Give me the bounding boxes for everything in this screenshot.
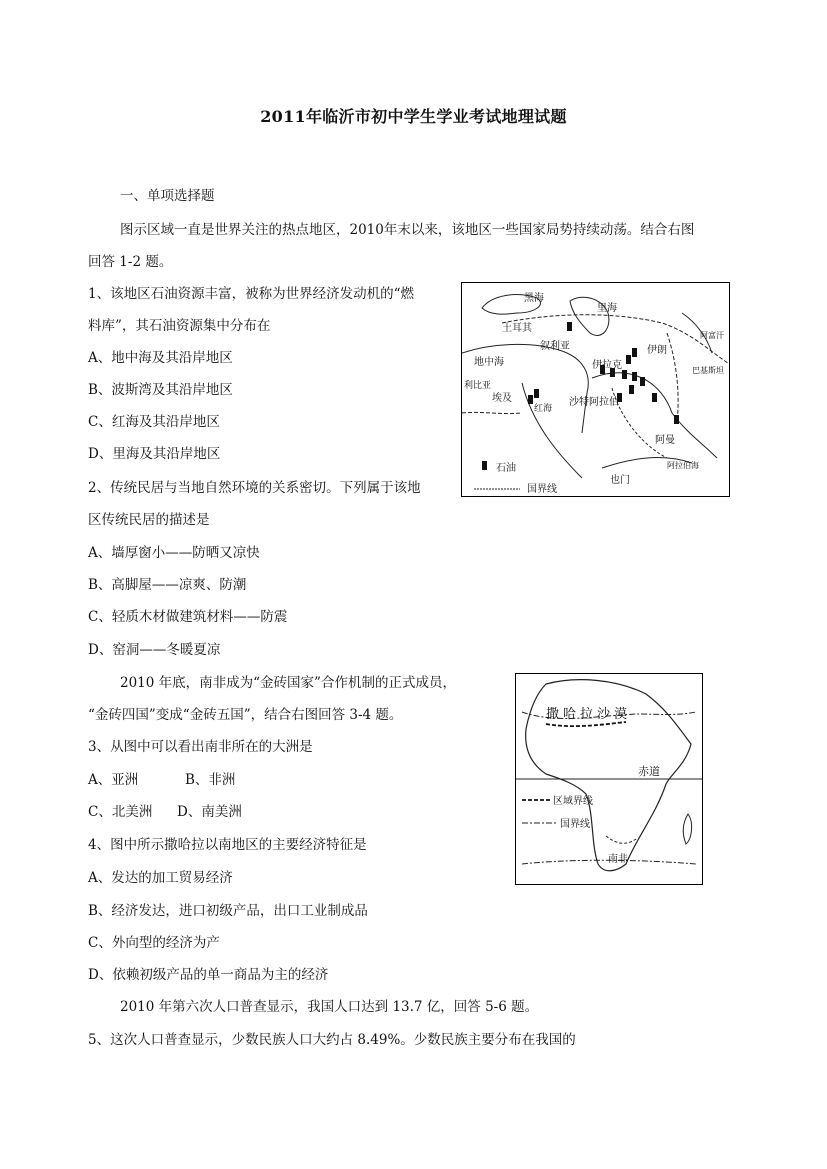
- map1-label-caspian: 里海: [597, 303, 617, 314]
- map1-label-oman: 阿曼: [655, 435, 675, 446]
- q4-stem: 4、图中所示撒哈拉以南地区的主要经济特征是: [88, 837, 367, 853]
- q3-option-b[interactable]: B、非洲: [185, 772, 236, 788]
- map1-label-syria: 叙利亚: [540, 341, 570, 352]
- africa-map: [515, 673, 703, 885]
- q5-stem: 5、这次人口普查显示，少数民族人口大约占 8.49%。少数民族主要分布在我国的: [88, 1032, 576, 1048]
- q4-option-a[interactable]: A、发达的加工贸易经济: [88, 870, 233, 886]
- map1-label-pakistan: 巴基斯坦: [692, 366, 724, 375]
- q4-option-c[interactable]: C、外向型的经济为产: [88, 935, 220, 951]
- intro-1-2-line1: 图示区域一直是世界关注的热点地区，2010年末以来，该地区一些国家局势持续动荡。结合右图: [120, 222, 695, 238]
- map1-label-iran: 伊朗: [647, 345, 667, 356]
- map1-label-arabian-sea: 阿拉伯海: [667, 461, 699, 470]
- q3-option-c[interactable]: C、北美洲: [88, 804, 153, 820]
- q1-option-d[interactable]: D、里海及其沿岸地区: [88, 446, 221, 462]
- q2-option-c[interactable]: C、轻质木材做建筑材料——防震: [88, 609, 288, 625]
- map2-legend-border: 国界线: [560, 819, 590, 830]
- map1-label-libya: 利比亚: [464, 381, 492, 391]
- q2-option-d[interactable]: D、窑洞——冬暖夏凉: [88, 642, 221, 658]
- q3-option-d[interactable]: D、南美洲: [177, 804, 242, 820]
- intro-1-2-line2: 回答 1-2 题。: [88, 254, 173, 270]
- map2-legend-region: 区域界线: [553, 796, 593, 807]
- map1-label-iraq: 伊拉克: [592, 360, 622, 371]
- map1-legend-border: 国界线: [527, 484, 557, 495]
- q2-option-a[interactable]: A、墙厚窗小——防晒又凉快: [88, 545, 260, 561]
- q4-option-b[interactable]: B、经济发达，进口初级产品，出口工业制成品: [88, 903, 368, 919]
- page-title: 2011年临沂市初中学生学业考试地理试题: [260, 107, 567, 126]
- map1-label-mediterranean: 地中海: [474, 357, 504, 368]
- map2-label-south-africa: 南非: [608, 854, 628, 865]
- map1-label-red-sea: 红海: [534, 404, 553, 414]
- intro-3-4-line1: 2010 年底，南非成为“金砖国家”合作机制的正式成员，: [120, 675, 456, 691]
- q1-stem-line2: 料库”，其石油资源集中分布在: [88, 318, 271, 334]
- map1-label-black-sea: 黑海: [524, 293, 544, 304]
- map1-label-yemen: 也门: [610, 475, 630, 486]
- q1-option-a[interactable]: A、地中海及其沿岸地区: [88, 350, 233, 366]
- q3-option-a[interactable]: A、亚洲: [88, 772, 139, 788]
- map1-legend-oil: 石油: [496, 463, 516, 474]
- q2-stem-line1: 2、传统民居与当地自然环境的关系密切。下列属于该地: [88, 480, 421, 496]
- q4-option-d[interactable]: D、依赖初级产品的单一商品为主的经济: [88, 967, 329, 983]
- q3-stem: 3、从图中可以看出南非所在的大洲是: [88, 739, 313, 755]
- map1-label-egypt: 埃及: [492, 393, 512, 404]
- map2-label-sahara: 撒哈拉沙漠: [546, 707, 632, 722]
- map1-label-saudi: 沙特阿拉伯: [569, 397, 619, 408]
- q1-stem-line1: 1、该地区石油资源丰富，被称为世界经济发动机的“燃: [88, 286, 414, 302]
- intro-5-6: 2010 年第六次人口普查显示，我国人口达到 13.7 亿，回答 5-6 题。: [120, 999, 539, 1015]
- map1-label-afghanistan: 阿富汗: [700, 331, 724, 340]
- q1-option-b[interactable]: B、波斯湾及其沿岸地区: [88, 382, 233, 398]
- middle-east-map: [461, 282, 730, 497]
- q2-stem-line2: 区传统民居的描述是: [88, 512, 210, 528]
- section-heading: 一、单项选择题: [120, 188, 215, 204]
- map1-label-turkey: 土耳其: [502, 323, 532, 334]
- q1-option-c[interactable]: C、红海及其沿岸地区: [88, 414, 220, 430]
- intro-3-4-line2: “金砖四国”变成“金砖五国”，结合右图回答 3-4 题。: [88, 707, 403, 723]
- q2-option-b[interactable]: B、高脚屋——凉爽、防潮: [88, 577, 247, 593]
- map2-label-equator: 赤道: [638, 765, 660, 778]
